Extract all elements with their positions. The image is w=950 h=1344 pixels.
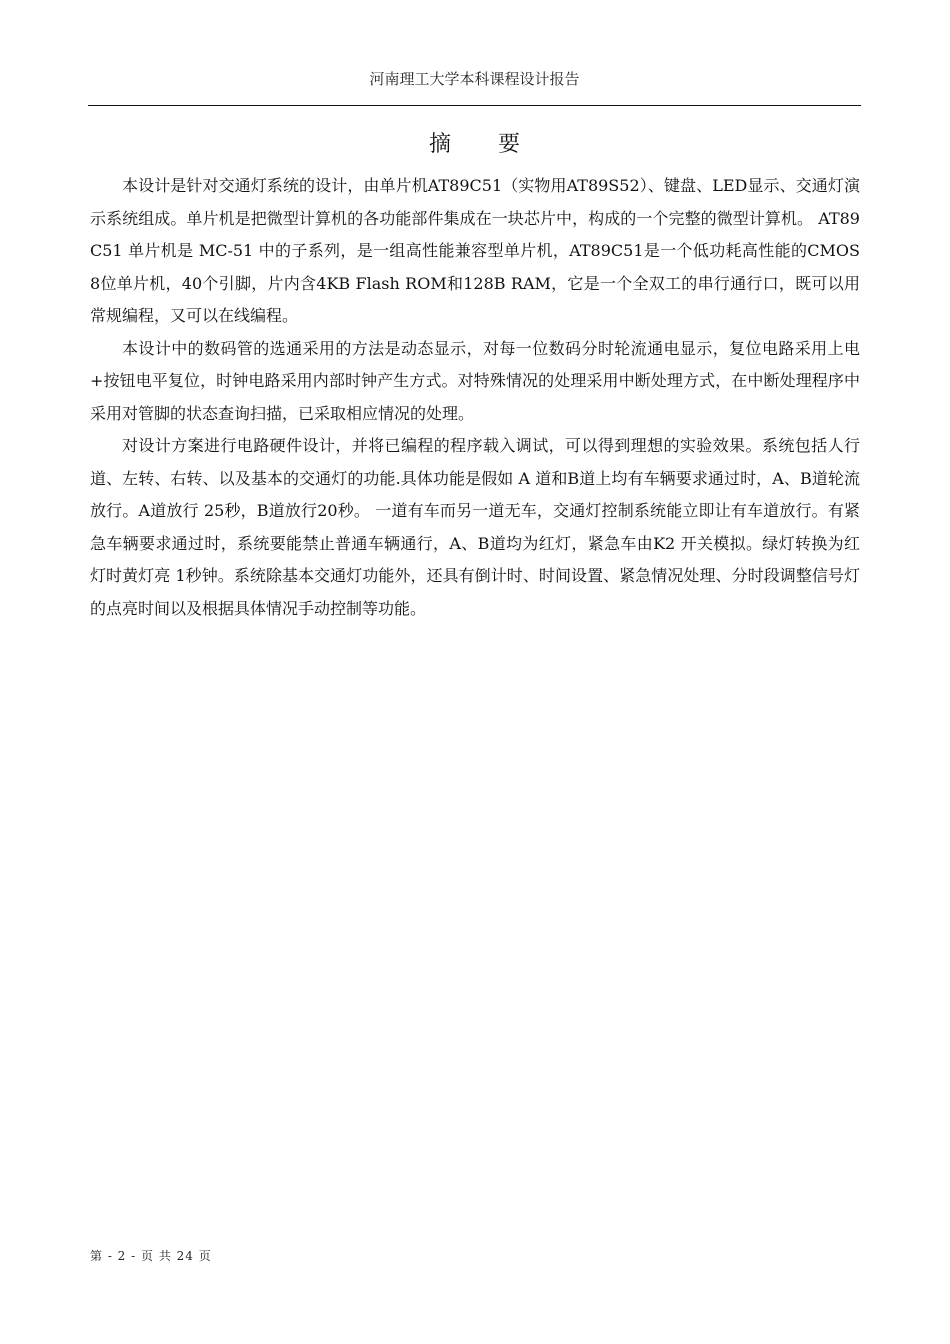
page-header: 河南理工大学本科课程设计报告	[369, 70, 580, 88]
header-divider	[88, 105, 861, 106]
abstract-paragraph-1: 本设计是针对交通灯系统的设计，由单片机AT89C51（实物用AT89S52）、键盘、LED显示、交通灯演示系统组成。单片机是把微型计算机的各功能部件集成在一块芯片中，构成的一个完整的微型计算机。 AT89C51 单片机是 MC-51 中的子系列，是一组高性能兼容型单片机，AT89C51是一个低功耗高性能的CMOS 8位单片机，40个引脚，片内含4KB Flash ROM和128B RAM，它是一个全双工的串行通行口，既可以用常规编程，又可以在线编程。	[90, 176, 860, 325]
abstract-body	[90, 170, 860, 625]
abstract-paragraph-2: 本设计中的数码管的选通采用的方法是动态显示，对每一位数码分时轮流通电显示，复位电路采用上电+按钮电平复位，时钟电路采用内部时钟产生方式。对特殊情况的处理采用中断处理方式，在中断处理程序中采用对管脚的状态查询扫描，已采取相应情况的处理。	[90, 338, 860, 423]
page-number: 第 - 2 - 页 共 24 页	[90, 1249, 212, 1263]
abstract-heading: 摘 要	[429, 132, 540, 157]
abstract-paragraph-3: 对设计方案进行电路硬件设计，并将已编程的程序载入调试，可以得到理想的实验效果。系统包括人行道、左转、右转、以及基本的交通灯的功能.具体功能是假如 A 道和B道上均有车辆要求通过时，A、B道轮流放行。A道放行 25秒，B道放行20秒。 一道有车而另一道无车，交通灯控制系统能立即让有车道放行。有紧急车辆要求通过时，系统要能禁止普通车辆通行，A、B道均为红灯，紧急车由K2 开关模拟。绿灯转换为红灯时黄灯亮 1秒钟。系统除基本交通灯功能外，还具有倒计时、时间设置、紧急情况处理、分时段调整信号灯的点亮时间以及根据具体情况手动控制等功能。	[90, 436, 860, 618]
